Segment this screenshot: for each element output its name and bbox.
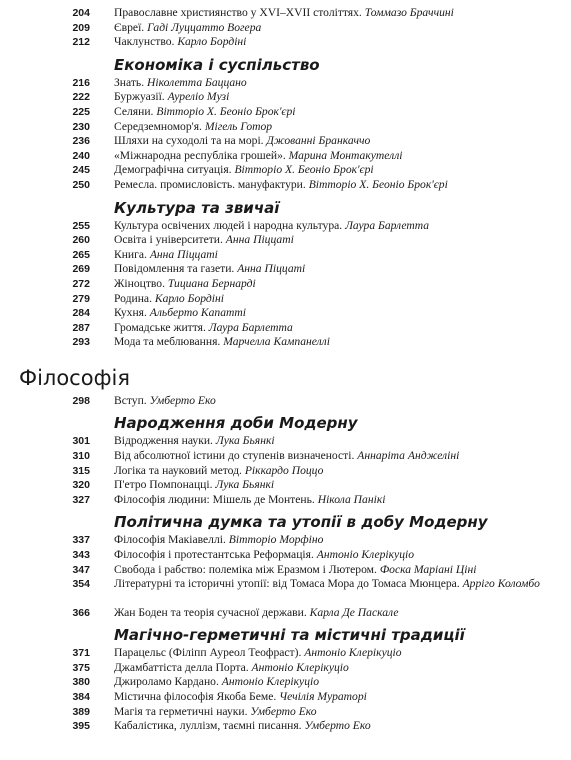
entry-text	[114, 563, 554, 578]
entry-title: Шляхи на суходолі та на морі.	[114, 134, 267, 148]
entry-text	[114, 675, 554, 690]
entry-text	[114, 646, 554, 661]
page-number: 212	[72, 36, 90, 49]
entry-title: Містична філософія Якоба Беме.	[114, 689, 280, 703]
toc-entry	[0, 35, 571, 50]
entry-author: Анна Піццаті	[237, 262, 306, 276]
entry-author: Вітторіо Х. Беоніо Брок'єрі	[308, 177, 448, 191]
entry-text	[114, 394, 554, 409]
section-subheading: Економіка і суспільство	[114, 55, 320, 74]
entry-author: Томмазо Браччині	[364, 6, 454, 19]
entry-title: Освіта і університети.	[114, 233, 226, 247]
entry-text	[114, 449, 554, 464]
page-number: 240	[72, 149, 90, 162]
page-number: 375	[72, 661, 90, 674]
toc-entry	[0, 719, 571, 734]
entry-author: Вітторіо Х. Беоніо Брок'єрі	[234, 163, 374, 177]
entry-author: Альберто Капатті	[149, 306, 246, 320]
entry-author: Лука Бьянкі	[215, 434, 275, 448]
section-subheading: Культура та звичаї	[114, 198, 280, 217]
toc-entry	[0, 134, 571, 149]
entry-title: Свобода і рабство: полеміка між Еразмом і Лютером.	[114, 562, 380, 576]
entry-title: Логіка та науковий метод.	[114, 463, 245, 477]
entry-author: Вітторіо Морфіно	[228, 533, 324, 547]
entry-author: Лаура Барлетта	[208, 320, 293, 334]
entry-author: Карло Бордіні	[154, 291, 224, 305]
entry-text	[114, 548, 554, 563]
page-number: 287	[72, 321, 90, 334]
entry-text	[114, 163, 554, 178]
entry-title: Знать.	[114, 75, 148, 89]
toc-entry	[0, 248, 571, 263]
page-number: 343	[72, 549, 90, 562]
entry-title: Жан Боден та теорія сучасної держави.	[114, 605, 310, 619]
toc-entry	[0, 163, 571, 178]
entry-text	[114, 321, 554, 336]
toc-entry	[0, 6, 571, 21]
entry-author: Фоска Маріані Ціні	[379, 562, 477, 576]
table-of-contents	[0, 6, 571, 734]
entry-title: Книга.	[114, 247, 150, 261]
toc-entry	[0, 493, 571, 508]
entry-text	[114, 277, 554, 292]
entry-author: Джованні Бранкаччо	[266, 134, 371, 148]
page-number: 354	[72, 578, 90, 591]
entry-author: Ауреліо Музі	[167, 90, 230, 104]
toc-entry	[0, 292, 571, 307]
page-number: 245	[72, 164, 90, 177]
toc-entry	[0, 306, 571, 321]
entry-title: Буржуазії.	[114, 90, 168, 104]
page-number: 310	[72, 450, 90, 463]
entry-text	[114, 606, 554, 621]
page-number: 293	[72, 336, 90, 349]
toc-entry	[0, 262, 571, 277]
page-number: 384	[72, 690, 90, 703]
page-number: 320	[72, 479, 90, 492]
toc-entry	[0, 321, 571, 336]
page-number: 395	[72, 720, 90, 733]
entry-author: Умберто Еко	[304, 719, 371, 733]
entry-title: Магія та герметичні науки.	[114, 704, 251, 718]
toc-entry	[0, 606, 571, 621]
toc-entry	[0, 149, 571, 164]
toc-entry	[0, 21, 571, 36]
entry-title: Мода та меблювання.	[114, 335, 224, 349]
entry-text	[114, 262, 554, 277]
entry-text	[114, 478, 554, 493]
page-number: 389	[72, 705, 90, 718]
entry-author: Ріккардо Поццо	[244, 463, 324, 477]
entry-title: Повідомлення та газети.	[114, 262, 238, 276]
entry-title: Філософія людини: Мішель де Монтень.	[114, 492, 318, 506]
toc-entry	[0, 76, 571, 91]
entry-author: Аннаріта Анджеліні	[357, 449, 460, 463]
entry-text	[114, 21, 554, 36]
page-number: 230	[72, 120, 90, 133]
entry-author: Лука Бьянкі	[215, 478, 275, 492]
page-number: 204	[72, 7, 90, 19]
section-subheading: Політична думка та утопії в добу Модерну	[114, 513, 488, 532]
page-number: 260	[72, 234, 90, 247]
entry-text	[114, 464, 554, 479]
entry-text	[114, 233, 554, 248]
entry-author: Марина Монтакутеллі	[288, 148, 403, 162]
entry-author: Нікола Панікі	[317, 492, 386, 506]
toc-entry	[0, 105, 571, 120]
section-heading: Філософія	[19, 365, 130, 390]
entry-author: Анна Піццаті	[225, 233, 294, 247]
toc-entry	[0, 219, 571, 234]
entry-title: Середземномор'я.	[114, 119, 205, 133]
toc-entry	[0, 120, 571, 135]
page-number: 216	[72, 76, 90, 89]
entry-text	[114, 6, 554, 21]
toc-entry	[0, 661, 571, 676]
entry-title: Літературні та історичні утопії: від Томаса Мора до Томаса Мюнцера.	[114, 577, 463, 591]
entry-author: Ніколетта Баццано	[147, 75, 247, 89]
entry-title: Кухня.	[114, 306, 150, 320]
toc-entry	[0, 548, 571, 563]
entry-text	[114, 178, 554, 193]
entry-text	[114, 90, 554, 105]
entry-author: Анна Піццаті	[149, 247, 218, 261]
entry-text	[114, 533, 554, 548]
entry-text	[114, 306, 554, 321]
toc-entry	[0, 533, 571, 548]
entry-author: Антоніо Клерікуціо	[221, 675, 320, 689]
toc-entry	[0, 705, 571, 720]
entry-author: Умберто Еко	[250, 704, 317, 718]
entry-title: Філософія і протестантська Реформація.	[114, 548, 317, 562]
entry-text	[114, 134, 554, 149]
entry-title: Вступ.	[114, 393, 150, 407]
entry-text	[114, 120, 554, 135]
entry-title: Православне християнство у XVI–XVII століттях.	[114, 6, 365, 19]
entry-title: Євреї.	[114, 20, 148, 34]
toc-entry	[0, 90, 571, 105]
toc-entry	[0, 646, 571, 661]
page-number: 327	[72, 493, 90, 506]
page-number: 337	[72, 534, 90, 547]
page-number: 265	[72, 248, 90, 261]
entry-author: Антоніо Клерікуціо	[304, 646, 402, 660]
entry-author: Чечілія Мураторі	[279, 689, 367, 703]
entry-text	[114, 219, 554, 234]
entry-author: Марчелла Кампанеллі	[223, 335, 330, 349]
page-number: 284	[72, 307, 90, 320]
section-subheading: Магічно-герметичні та містичні традиції	[114, 626, 465, 645]
entry-author: Лаура Барлетта	[345, 218, 430, 232]
entry-title: Селяни.	[114, 104, 157, 118]
entry-text	[114, 335, 554, 350]
entry-text	[114, 493, 554, 508]
entry-author: Умберто Еко	[149, 393, 216, 407]
toc-entry	[0, 449, 571, 464]
entry-title: «Міжнародна республіка грошей».	[114, 148, 289, 162]
entry-author: Арріго Коломбо	[462, 577, 540, 591]
page-number: 371	[72, 647, 90, 660]
entry-author: Вітторіо Х. Беоніо Брок'єрі	[156, 104, 296, 118]
page-number: 272	[72, 277, 90, 290]
entry-text	[114, 690, 554, 705]
entry-author: Антоніо Клерікуціо	[316, 548, 415, 562]
page-number: 298	[72, 394, 90, 407]
entry-title: Філософія Макіавеллі.	[114, 533, 229, 547]
entry-text	[114, 105, 554, 120]
toc-entry	[0, 335, 571, 350]
entry-text	[114, 719, 554, 734]
entry-text	[114, 248, 554, 263]
entry-title: П'етро Помпонацці.	[114, 478, 216, 492]
toc-entry	[0, 577, 571, 605]
entry-title: Чаклунство.	[114, 35, 178, 49]
page-number: 236	[72, 135, 90, 148]
page-number: 225	[72, 105, 90, 118]
entry-text	[114, 705, 554, 720]
toc-entry	[0, 178, 571, 193]
entry-text	[114, 149, 554, 164]
section-subheading: Народження доби Модерну	[114, 414, 358, 433]
toc-entry	[0, 675, 571, 690]
entry-title: Джироламо Кардано.	[114, 675, 222, 689]
toc-entry	[0, 394, 571, 409]
page-number: 222	[72, 91, 90, 104]
page-number: 347	[72, 563, 90, 576]
toc-entry	[0, 277, 571, 292]
entry-text	[114, 76, 554, 91]
entry-text	[114, 661, 554, 676]
toc-entry	[0, 464, 571, 479]
entry-title: Громадське життя.	[114, 320, 209, 334]
entry-text	[114, 292, 554, 307]
entry-author: Карла Де Паскале	[309, 605, 399, 619]
page-number: 250	[72, 178, 90, 191]
page-number: 255	[72, 219, 90, 232]
entry-title: Кабалістика, луллізм, таємні писання.	[114, 719, 305, 733]
entry-text	[114, 434, 554, 449]
toc-entry	[0, 690, 571, 705]
entry-title: Від абсолютної істини до ступенів визначеності.	[114, 449, 358, 463]
entry-title: Культура освічених людей і народна культура.	[114, 218, 346, 232]
entry-author: Мігель Готор	[204, 119, 273, 133]
page-number: 279	[72, 292, 90, 305]
entry-title: Демографічна ситуація.	[114, 163, 235, 177]
page-number: 380	[72, 676, 90, 689]
entry-title: Джамбаттіста делла Порта.	[114, 660, 252, 674]
entry-title: Жіноцтво.	[114, 276, 168, 290]
toc-entry	[0, 478, 571, 493]
entry-author: Гаді Луццатто Вогера	[147, 20, 262, 34]
entry-text	[114, 35, 554, 50]
entry-title: Парацельс (Філіпп Ауреол Теофраст).	[114, 646, 305, 660]
entry-author: Антоніо Клерікуціо	[251, 660, 349, 674]
entry-author: Карло Бордіні	[177, 35, 247, 49]
entry-title: Відродження науки.	[114, 434, 216, 448]
entry-text	[114, 577, 554, 591]
toc-entry	[0, 563, 571, 578]
page-number: 269	[72, 263, 90, 276]
toc-entry	[0, 233, 571, 248]
entry-title: Ремесла. промисловість. мануфактури.	[114, 177, 309, 191]
entry-author: Тициана Бернарді	[167, 276, 256, 290]
page-number: 366	[72, 606, 90, 619]
entry-title: Родина.	[114, 291, 155, 305]
toc-entry	[0, 434, 571, 449]
page-number: 301	[72, 435, 90, 448]
page-number: 315	[72, 464, 90, 477]
page-number: 209	[72, 21, 90, 34]
